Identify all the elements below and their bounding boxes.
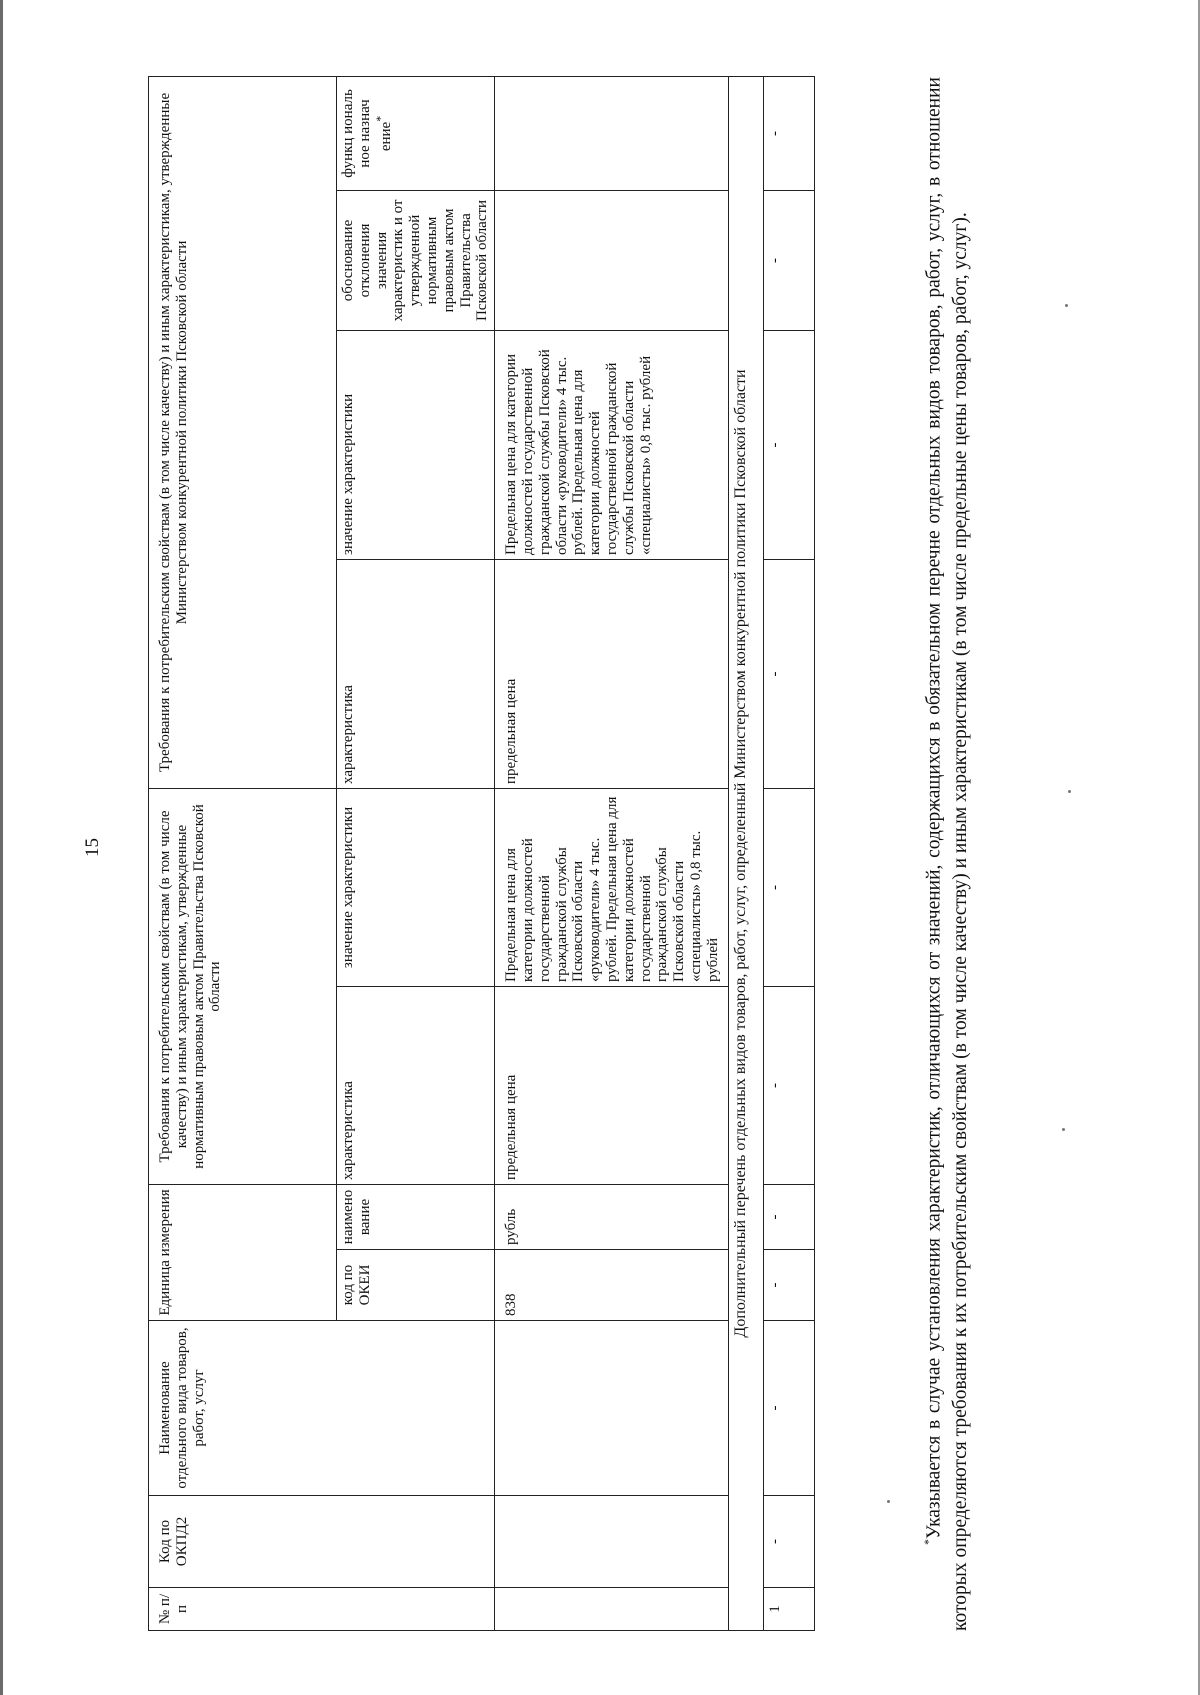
header-gov-value: значение характеристики (337, 788, 495, 986)
bottom-ministry-justification: - (764, 190, 815, 330)
bottom-name: - (764, 1321, 815, 1496)
cell-ministry-value: Предельная цена для категории должностей государственной гражданской службы Псковской области «руководители» 4 тыс. рублей. Предельная цена для категории должностей государственной гражданской службы Псковской области «специалисты» 0,8 тыс. рублей (495, 330, 729, 559)
cell-ministry-characteristic: предельная цена (495, 559, 729, 788)
footnote-text: Указывается в случае установления характеристик, отличающихся от значений, содержащихся в обязательном перечне отдельных видов товаров, работ, услуг, в отношении которых определяются требования к их потребительским свойствам (в том числе качеству) и иным характеристикам (в том числе предельные цены товаров, работ, услуг). (923, 77, 972, 1631)
header-okpd2: Код по ОКПД2 (149, 1496, 495, 1588)
bottom-gov-characteristic: - (764, 986, 815, 1184)
bottom-gov-value: - (764, 788, 815, 986)
cell-name (495, 1321, 729, 1496)
bottom-ministry-function: - (764, 76, 815, 190)
cell-okpd2 (495, 1496, 729, 1588)
cell-ministry-justification (495, 190, 729, 330)
cell-ministry-function (495, 76, 729, 190)
cell-unit-code: 838 (495, 1250, 729, 1321)
header-gov-group: Требования к потребительским свойствам (в том числе качеству) и иным характеристикам, утвержденные нормативным правовым актом Правительства Псковской области (149, 788, 337, 1184)
additional-list-title: Дополнительный перечень отдельных видов товаров, работ, услуг, определенный Министерством конкурентной политики Псковской области (729, 76, 764, 1630)
bottom-unit-name: - (764, 1184, 815, 1249)
requirements-table-container (148, 76, 815, 1631)
header-ministry-function (337, 76, 495, 190)
cell-gov-value: Предельная цена для категории должностей государственной гражданской службы Псковской области «руководители» 4 тыс. рублей. Предельная цена для категории должностей государственной гражданской службы Псковской области «специалисты» 0,8 тыс. рублей (495, 788, 729, 986)
header-ministry-justification: обоснование отклонения значения характеристик и от утвержденной нормативным правовым актом Правительства Псковской области (337, 190, 495, 330)
bottom-ministry-characteristic: - (764, 559, 815, 788)
cell-num (495, 1588, 729, 1631)
footnote-mark: * (920, 1539, 935, 1545)
bottom-num: 1 (764, 1588, 815, 1631)
header-function-text: функц иональ ное назнач ение (340, 89, 394, 178)
header-num: № п/п (149, 1588, 495, 1631)
header-ministry-group: Требования к потребительским свойствам (в том числе качеству) и иным характеристикам, утвержденные Министерством конкурентной политики Псковской области (149, 76, 337, 788)
header-ministry-value: значение характеристики (337, 330, 495, 559)
header-gov-characteristic: характеристика (337, 986, 495, 1184)
header-function-footnote-mark: * (372, 115, 387, 122)
additional-list-row (729, 76, 764, 1630)
header-name: Наименование отдельного вида товаров, работ, услуг (149, 1321, 495, 1496)
cell-gov-characteristic: предельная цена (495, 986, 729, 1184)
header-unit-code: код по ОКЕИ (337, 1250, 495, 1321)
header-unit-group: Единица измерения (149, 1184, 337, 1320)
footnote (920, 77, 975, 1631)
bottom-ministry-value: - (764, 330, 815, 559)
requirements-table (148, 76, 815, 1631)
table-row (764, 76, 815, 1630)
header-unit-name: наимено вание (337, 1184, 495, 1249)
header-ministry-characteristic: характеристика (337, 559, 495, 788)
page-number: 15 (82, 838, 103, 857)
table-row (495, 76, 729, 1630)
cell-unit-name: рубль (495, 1184, 729, 1249)
bottom-unit-code: - (764, 1250, 815, 1321)
bottom-okpd2: - (764, 1496, 815, 1588)
